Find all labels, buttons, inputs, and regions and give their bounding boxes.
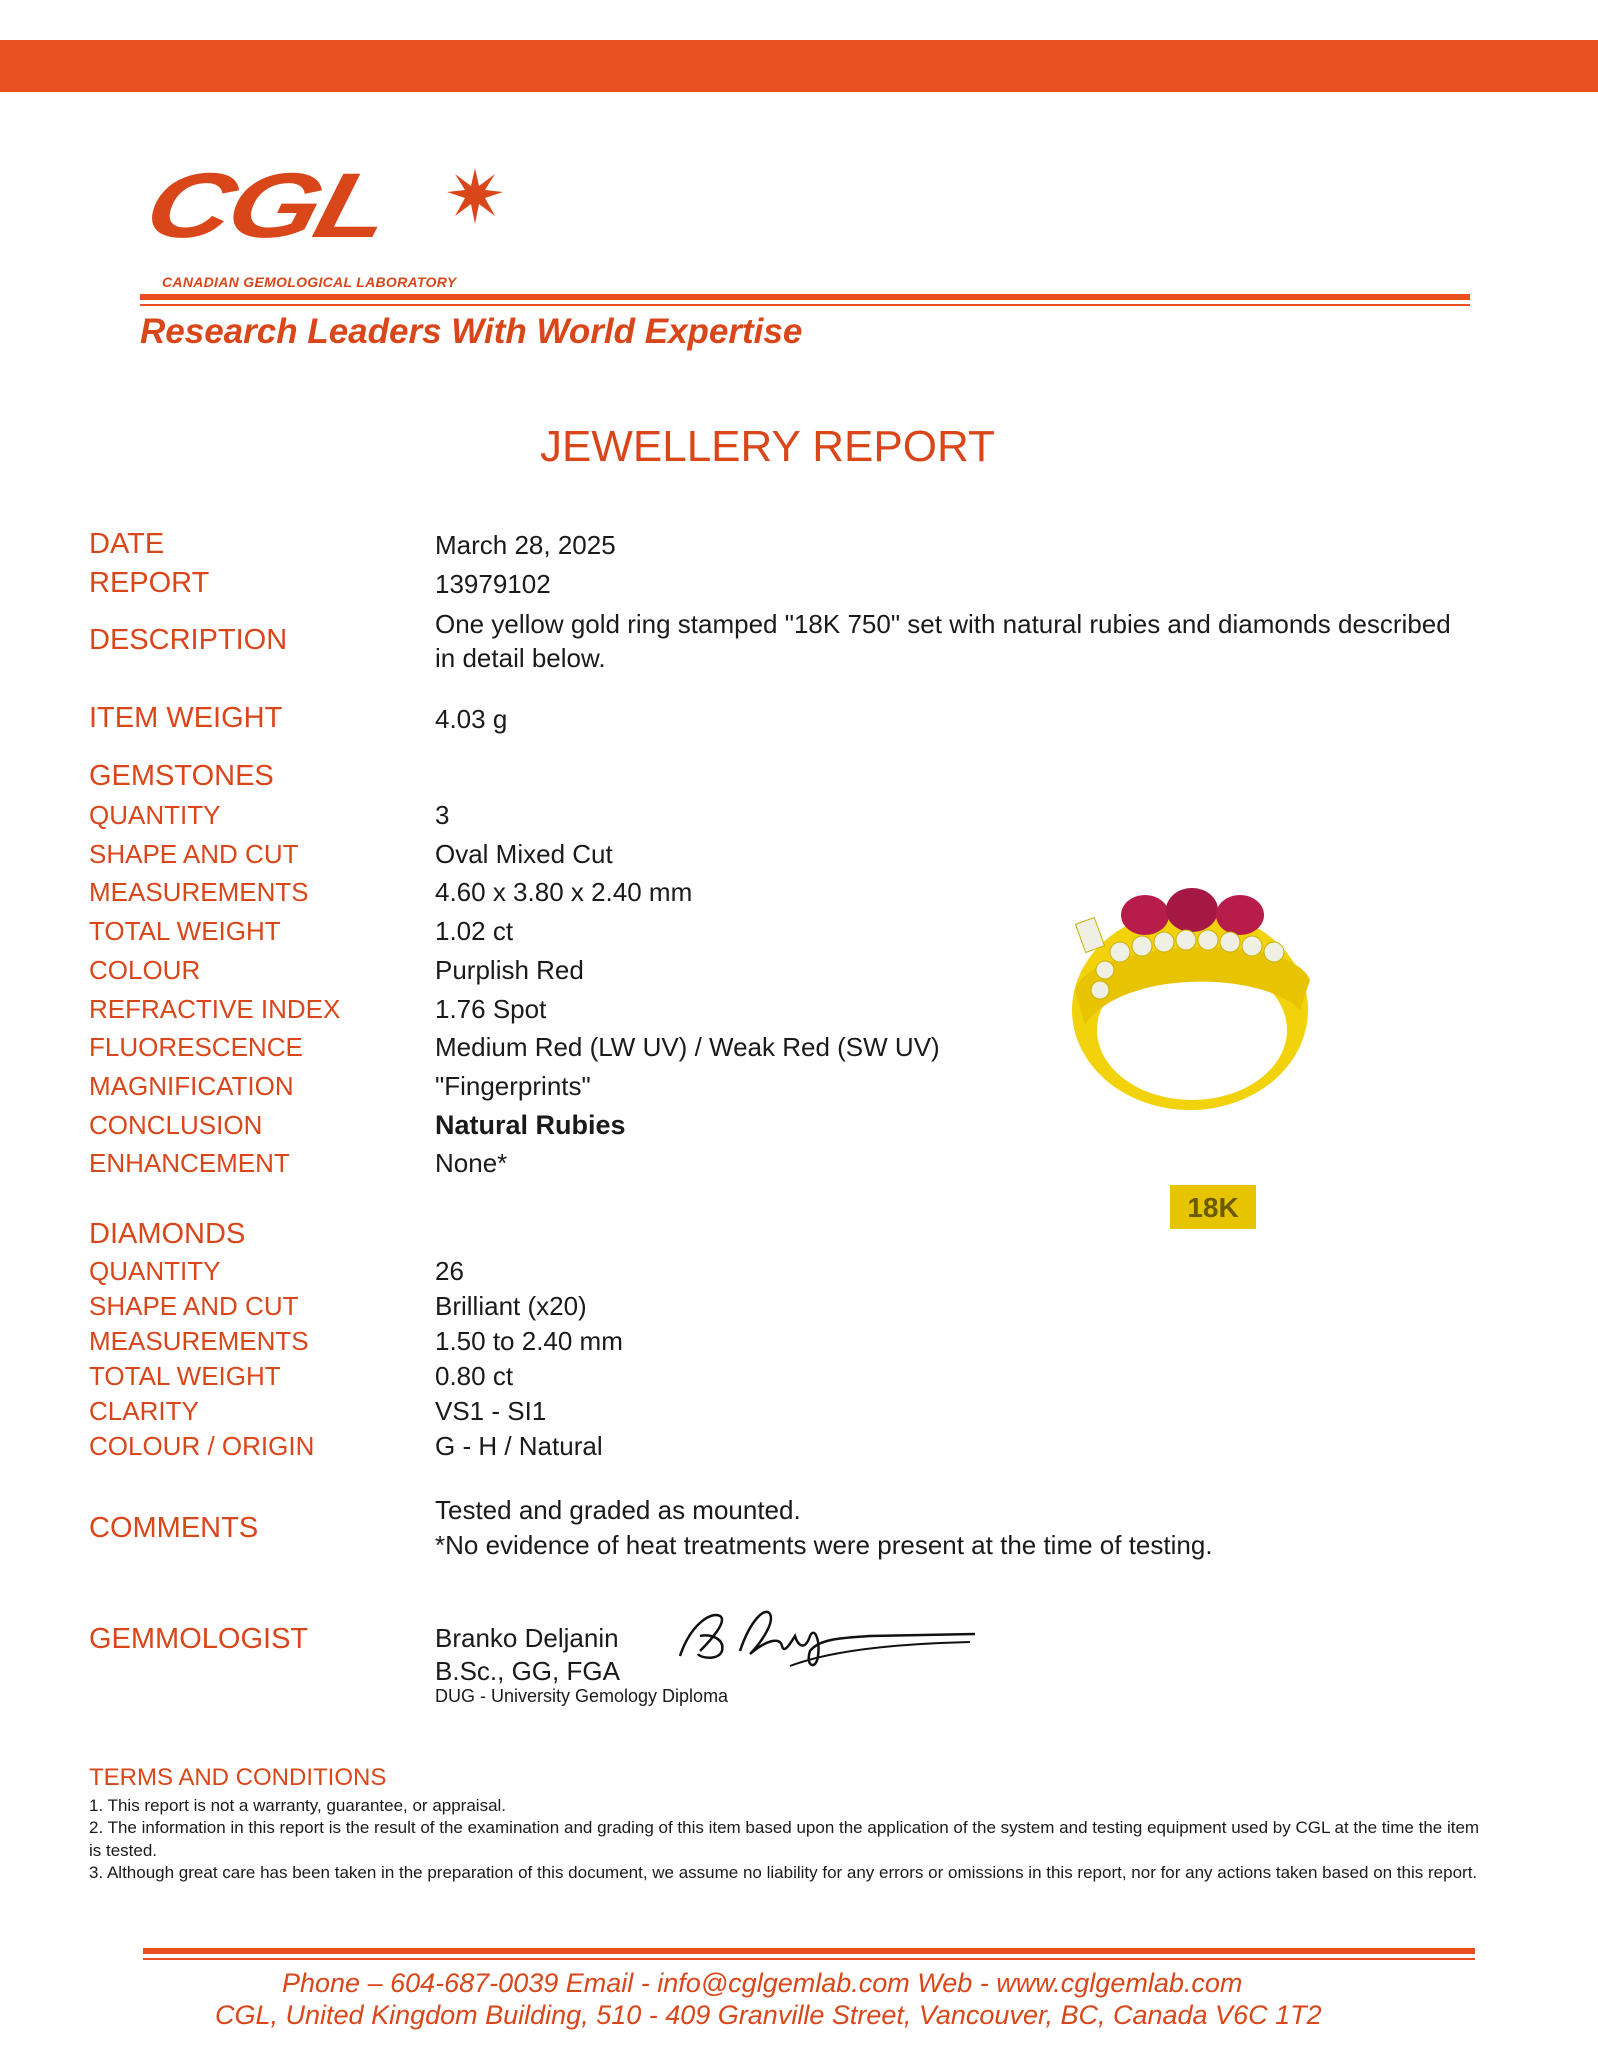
gemstones-row-value: Purplish Red: [435, 954, 584, 985]
date-value: March 28, 2025: [435, 530, 616, 560]
gemstones-row-value: Oval Mixed Cut: [435, 838, 613, 869]
footer-contact: Phone – 604-687-0039 Email - info@cglgemlab.com Web - www.cglgemlab.com: [282, 1968, 1243, 1998]
term-item: 1. This report is not a warranty, guarantee, or appraisal.: [89, 1796, 507, 1815]
gemstones-row-value: 1.02 ct: [435, 916, 514, 947]
item-weight-label: ITEM WEIGHT: [89, 702, 283, 734]
report-number: 13979102: [435, 569, 551, 599]
lab-name: CANADIAN GEMOLOGICAL LABORATORY: [162, 274, 457, 290]
terms-title: TERMS AND CONDITIONS: [89, 1764, 387, 1791]
diamonds-row-value: G - H / Natural: [435, 1431, 603, 1461]
diamonds-row-label: CLARITY: [89, 1396, 199, 1426]
diamonds-row-value: VS1 - SI1: [435, 1396, 547, 1426]
gemstones-row-label: TOTAL WEIGHT: [89, 916, 281, 947]
gemmologist-credentials: B.Sc., GG, FGA: [435, 1656, 620, 1686]
comments-label: COMMENTS: [89, 1512, 259, 1544]
gemstones-row-label: ENHANCEMENT: [89, 1148, 290, 1179]
diamonds-row-label: TOTAL WEIGHT: [89, 1361, 281, 1391]
logo-wordmark: CGL: [135, 154, 399, 258]
gemstones-row-label: MEASUREMENTS: [89, 877, 309, 908]
footer-rule-thin: [143, 1958, 1475, 1960]
item-weight-value: 4.03 g: [435, 704, 508, 734]
gemstones-row-value: 4.60 x 3.80 x 2.40 mm: [435, 877, 693, 908]
header-rule-thin: [140, 304, 1470, 306]
header-rule: [140, 294, 1470, 300]
gemstones-row-label: CONCLUSION: [89, 1109, 263, 1140]
diamonds-row-label: COLOUR / ORIGIN: [89, 1431, 315, 1461]
term-item: 2. The information in this report is the result of the examination and grading of this item based upon the application of the system and testing equipment used by CGL at the time the item is tested.: [89, 1818, 1480, 1860]
description-value: One yellow gold ring stamped "18K 750" set with natural rubies and diamonds described in detail below.: [435, 609, 1451, 673]
maple-star-icon: [445, 166, 505, 226]
diamonds-heading: DIAMONDS: [89, 1218, 246, 1250]
gemstones-row-value: 1.76 Spot: [435, 993, 547, 1024]
diamonds-row-value: 0.80 ct: [435, 1361, 514, 1391]
gemmologist-label: GEMMOLOGIST: [89, 1623, 309, 1655]
diamonds-row-label: SHAPE AND CUT: [89, 1291, 299, 1321]
gemmologist-diploma: DUG - University Gemology Diploma: [435, 1686, 729, 1706]
gemstones-row-label: QUANTITY: [89, 800, 221, 830]
report-title: JEWELLERY REPORT: [540, 422, 995, 471]
gemstones-row-value: None*: [435, 1148, 508, 1179]
tagline: Research Leaders With World Expertise: [140, 312, 803, 351]
description-label: DESCRIPTION: [89, 624, 288, 656]
diamonds-row-value: 26: [435, 1256, 464, 1286]
ring-stamp: 18K: [1187, 1192, 1239, 1223]
cgl-logo: [135, 154, 520, 300]
gemstones-row-label: REFRACTIVE INDEX: [89, 993, 341, 1024]
gemmologist-name: Branko Deljanin: [435, 1623, 619, 1653]
diamonds-row-value: 1.50 to 2.40 mm: [435, 1326, 623, 1356]
footer-address: CGL, United Kingdom Building, 510 - 409 Granville Street, Vancouver, BC, Canada V6C 1T2: [215, 2000, 1322, 2030]
gemstones-row-value: 3: [435, 800, 450, 830]
report-label: REPORT: [89, 567, 210, 599]
ring-photo: [1060, 860, 1320, 1240]
gemstones-row-value: "Fingerprints": [435, 1070, 591, 1101]
gemstones-row-value: Medium Red (LW UV) / Weak Red (SW UV): [435, 1032, 940, 1063]
gemstones-heading: GEMSTONES: [89, 760, 274, 792]
gemstones-row-label: MAGNIFICATION: [89, 1070, 294, 1101]
term-item: 3. Although great care has been taken in the preparation of this document, we assume no liability for any errors or omissions in this report, nor for any actions taken based on this report.: [89, 1863, 1478, 1882]
signature: [670, 1596, 990, 1686]
gemstones-row-label: SHAPE AND CUT: [89, 838, 299, 869]
gemstones-row-label: FLUORESCENCE: [89, 1032, 303, 1063]
comment-line: Tested and graded as mounted.: [435, 1495, 801, 1525]
date-label: DATE: [89, 528, 165, 560]
footer-rule: [143, 1948, 1475, 1954]
diamonds-row-value: Brilliant (x20): [435, 1291, 587, 1321]
gemstones-row-value: Natural Rubies: [435, 1109, 626, 1140]
diamonds-row-label: QUANTITY: [89, 1256, 221, 1286]
gemstones-row-label: COLOUR: [89, 954, 201, 985]
diamonds-row-label: MEASUREMENTS: [89, 1326, 309, 1356]
comment-line: *No evidence of heat treatments were present at the time of testing.: [435, 1530, 1213, 1560]
top-accent-band: [0, 40, 1598, 92]
